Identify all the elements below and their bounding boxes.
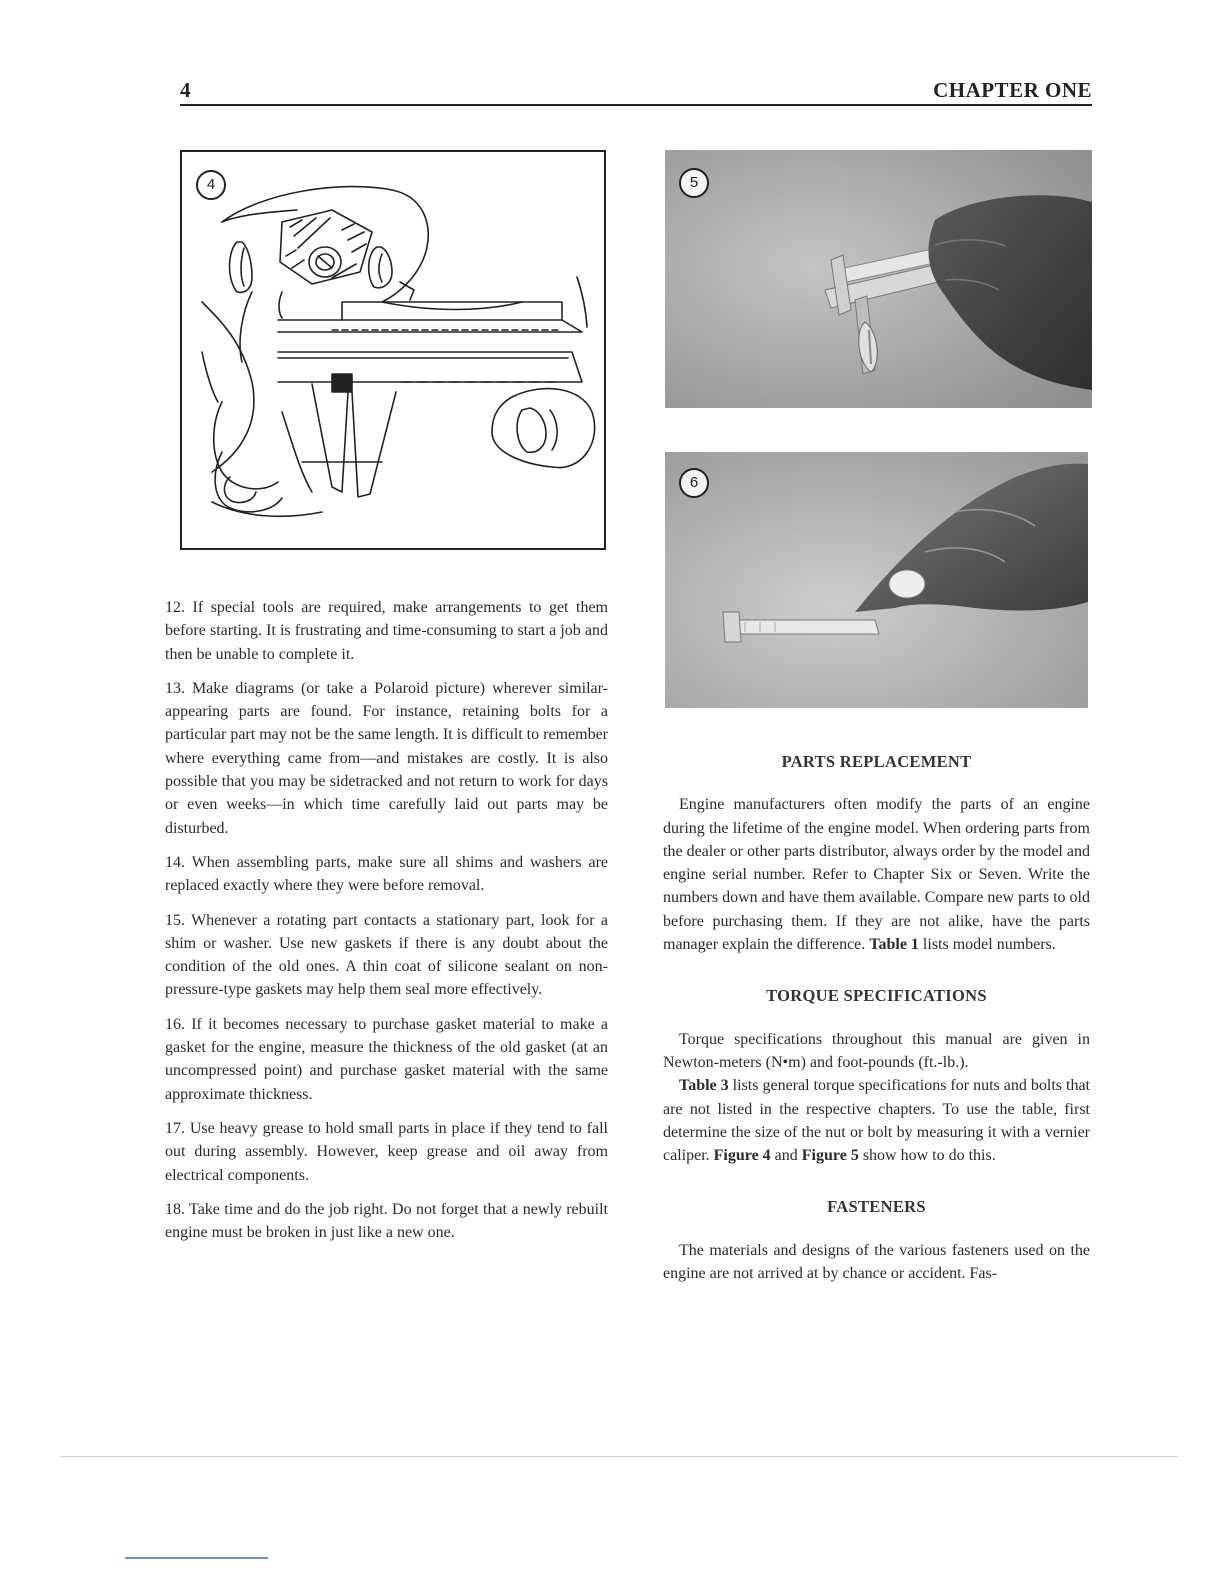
figure-5-number: 5	[679, 168, 709, 198]
list-item-16: 16. If it becomes necessary to purchase gasket material to make a gasket for the engine, measure the thickness of the old gasket (at an uncompressed point) and purchase gasket material with the same approximate thickness.	[165, 1015, 608, 1103]
list-item-14: 14. When assembling parts, make sure all shims and washers are replaced exactly where they were before removal.	[165, 853, 608, 895]
bolt-photo	[665, 452, 1088, 708]
section-heading-fasteners: FASTENERS	[827, 1197, 926, 1217]
torque-text-a: lists general torque specifications for nuts and bolts that are not listed in the respective chapters. To use the table, first determine the size of the nut or bolt by measuring it with a vernier caliper.	[663, 1077, 1091, 1165]
figure-5-reference: Figure 5	[801, 1147, 859, 1165]
list-item-15: 15. Whenever a rotating part contacts a stationary part, look for a shim or washer. Use new gaskets if there is any doubt about the condition of the old ones. A thin coat of silicone sealant on non-pressure-type gaskets may help them seal more effectively.	[165, 911, 608, 999]
figure-6-photo	[665, 452, 1088, 708]
figure-6-number: 6	[679, 468, 709, 498]
list-item-12: 12. If special tools are required, make arrangements to get them before starting. It is frustrating and time-consuming to start a job and then be unable to complete it.	[165, 599, 608, 663]
chapter-title: CHAPTER ONE	[933, 78, 1092, 102]
figure-5-photo	[665, 150, 1092, 408]
torque-paragraph-2	[663, 1074, 1090, 1167]
torque-and: and	[770, 1147, 802, 1165]
footer-divider	[60, 1456, 1178, 1457]
table-1-reference: Table 1	[869, 936, 919, 954]
parts-text-b: lists model numbers.	[918, 936, 1056, 954]
parts-text-a: Engine manufacturers often modify the parts of an engine during the lifetime of the engine model. When ordering parts from the dealer or other parts distributor, always order by the model and engine serial number. Refer to Chapter Six or Seven. Write the numbers down and have them available. Compare new parts to old before purchasing them. If they are not alike, have the parts manager explain the difference.	[663, 796, 1090, 954]
list-item-17: 17. Use heavy grease to hold small parts in place if they tend to fall out during assembly. However, keep grease and oil away from electrical components.	[165, 1119, 608, 1184]
parts-replacement-paragraph	[663, 793, 1090, 956]
figure-4-reference: Figure 4	[713, 1147, 771, 1165]
caliper-drawing	[182, 152, 604, 548]
page-header	[180, 78, 1092, 106]
torque-paragraph-1: Torque specifications throughout this manual are given in Newton-meters (N•m) and foot-pounds (ft.-lb.).	[663, 1030, 1090, 1071]
section-heading-parts-replacement: PARTS REPLACEMENT	[781, 752, 972, 771]
right-column	[663, 750, 1090, 1296]
left-column	[165, 596, 608, 1255]
figure-4-illustration	[180, 150, 606, 550]
section-heading-torque-specifications: TORQUE SPECIFICATIONS	[766, 986, 987, 1006]
footer-accent-line	[125, 1557, 268, 1559]
list-item-13: 13. Make diagrams (or take a Polaroid picture) wherever similar-appearing parts are found. For instance, retaining bolts for a particular part may not be the same length. It is difficult to remember where everything came from—and mistakes are costly. It is also possible that you may be sidetracked and not return to work for days or even weeks—in which time carefully laid out parts may be disturbed.	[165, 679, 608, 837]
torque-text-b: show how to do this.	[858, 1147, 996, 1165]
table-3-reference: Table 3	[679, 1077, 729, 1095]
figure-4-number: 4	[196, 170, 226, 200]
list-item-18: 18. Take time and do the job right. Do not forget that a newly rebuilt engine must be broken in just like a new one.	[165, 1200, 608, 1242]
fasteners-paragraph: The materials and designs of the various fasteners used on the engine are not arrived at by chance or accident. Fas-	[663, 1241, 1090, 1283]
page-number: 4	[180, 78, 191, 102]
caliper-photo	[665, 150, 1092, 408]
